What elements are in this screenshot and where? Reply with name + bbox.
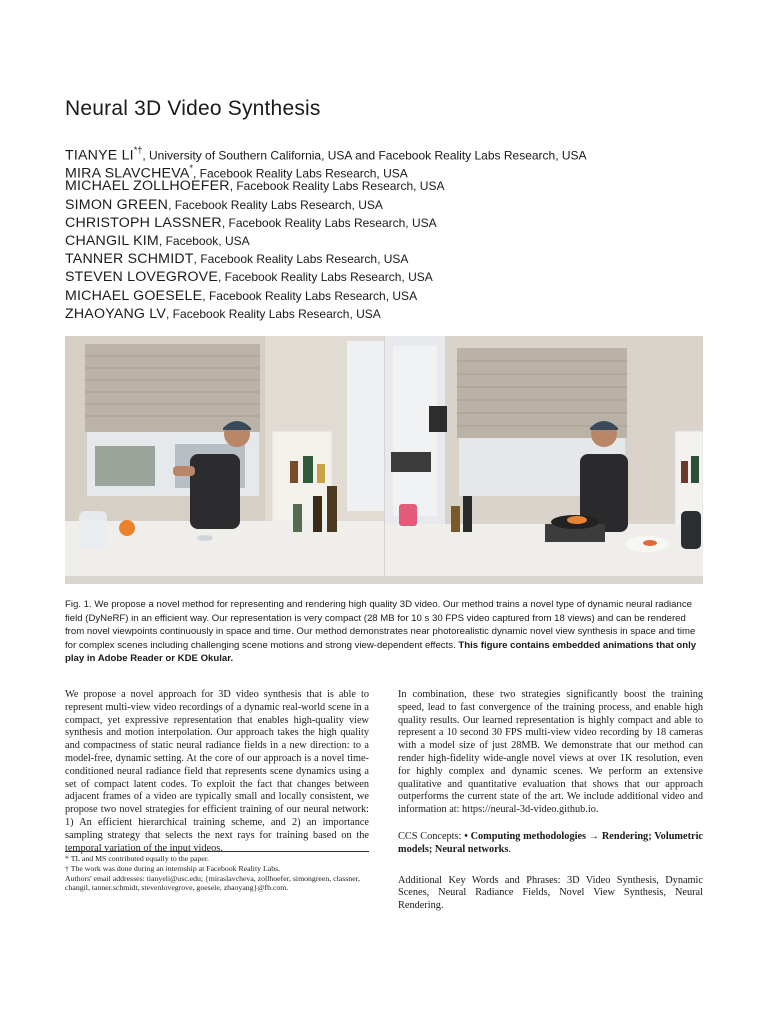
author-name: CHRISTOPH LASSNER — [65, 214, 222, 231]
author-name: TIANYE LI — [65, 147, 134, 164]
author-line — [65, 141, 715, 164]
abstract-paragraph-2: In combination, these two strategies significantly boost the training speed, lead to fast convergence of the training process, and enable high quality results. Our learned representation is highly compact and able to represent a 10 second 30 FPS multi-view video recording by 18 cameras with a model size of just 28MB. We demonstrate that our method can render high-fidelity wide-angle novel views at over 1K resolution, even for highly complex and dynamic scenes. We perform an extensive qualitative and quantitative evaluation that shows that our approach outperforms the current state of the art. We include additional video and information at: https://neural-3d-video.github.io. — [398, 689, 703, 816]
author-line — [65, 159, 715, 182]
author-affiliation: , Facebook Reality Labs Research, USA — [221, 215, 437, 230]
paper-title: Neural 3D Video Synthesis — [65, 97, 321, 120]
teaser-figure — [65, 336, 703, 584]
author-name: MIRA SLAVCHEVA — [65, 165, 190, 182]
abstract-paragraph-1: We propose a novel approach for 3D video synthesis that is able to represent multi-view video recordings of a dynamic real-world scene in a compact, yet expressive representation that enables high-quality view synthesis and motion interpolation. Our approach takes the high quality and compactness of static neural radiance fields in a new direction: to a model-free, dynamic setting. At the core of our approach is a novel time-conditioned neural radiance field that represents scene dynamics using a set of compact latent codes. To exploit the fact that changes between adjacent frames of a video are typically small and locally consistent, we propose two novel strategies for efficient training of our neural network: 1) An efficient hierarchical training scheme, and 2) an importance sampling strategy that selects the next rays for training based on the temporal variation of the input videos. — [65, 689, 369, 854]
footnote-equal-contribution: * TL and MS contributed equally to the paper. — [65, 854, 209, 863]
author-line — [65, 232, 715, 250]
author-mark: *† — [133, 145, 143, 155]
ccs-bullet: • — [464, 830, 471, 842]
abstract-left-column — [65, 689, 369, 865]
ccs-concepts — [398, 831, 703, 857]
window-blind — [85, 344, 260, 432]
abstract-right-column — [398, 689, 703, 923]
author-affiliation: , Facebook Reality Labs Research, USA — [166, 306, 381, 321]
author-name: MICHAEL GOESELE — [65, 287, 203, 304]
microwave — [391, 452, 431, 472]
author-name: MICHAEL ZOLLHOEFER — [65, 178, 230, 195]
author-line — [65, 196, 715, 214]
caption-note: This figure contains embedded animations that only play in Adobe Reader or KDE Okular. — [65, 639, 697, 664]
footnotes — [65, 854, 369, 893]
author-affiliation: , Facebook Reality Labs Research, USA — [193, 166, 408, 181]
figure-panel-left — [65, 336, 384, 584]
author-line — [65, 287, 715, 305]
person — [190, 454, 240, 529]
author-name: CHANGIL KIM — [65, 232, 159, 249]
author-name: STEVEN LOVEGROVE — [65, 269, 218, 286]
figure-panel-right — [385, 336, 703, 584]
author-line — [65, 250, 715, 268]
author-affiliation: , University of Southern California, USA and Facebook Reality Labs Research, USA — [142, 148, 587, 163]
figure-caption — [65, 598, 703, 666]
author-affiliation: , Facebook, USA — [158, 233, 250, 248]
author-list — [65, 141, 715, 323]
ccs-label: CCS Concepts: — [398, 830, 465, 842]
author-line — [65, 177, 715, 195]
footnote-divider — [65, 851, 369, 852]
author-name: ZHAOYANG LV — [65, 305, 167, 322]
footnote-internship: † The work was done during an internship at Facebook Reality Labs. — [65, 863, 281, 873]
ccs-text: Computing methodologies → Rendering; Volumetric models; Neural networks — [398, 830, 704, 855]
author-affiliation: , Facebook Reality Labs Research, USA — [218, 270, 433, 285]
author-affiliation: , Facebook Reality Labs Research, USA — [168, 197, 383, 212]
footnote-emails: Authors' email addresses: tianyeli@usc.edu; {miraslavcheva, zollhoefer, simongreen, classner, changil, tanner.schmidt, stevenlovegrove, goesele, zhaoyang}@fb.com. — [65, 873, 360, 893]
author-affiliation: , Facebook Reality Labs Research, USA — [229, 179, 445, 194]
author-affiliation: , Facebook Reality Labs Research, USA — [193, 252, 409, 267]
author-mark: * — [189, 163, 193, 174]
keywords-label: Additional Key Words and Phrases: — [398, 874, 567, 886]
author-line — [65, 268, 715, 286]
author-line — [65, 214, 715, 232]
caption-text: Fig. 1. We propose a novel method for representing and rendering high quality 3D video. Our method trains a novel type of dynamic neural radiance field (DyNeRF) in an efficient way. Our representation is very compact (28 MB for 10 s 30 FPS video captured from 18 views) and can be rendered from novel viewpoints continuously in space and time. Our method demonstrates near photorealistic dynamic novel view synthesis in space and time for complex scenes including challenging scene motions and strong view-dependent effects. — [65, 599, 696, 651]
author-line — [65, 305, 715, 323]
counter — [385, 524, 703, 584]
author-affiliation: , Facebook Reality Labs Research, USA — [202, 288, 418, 303]
ccs-end: . — [508, 843, 511, 855]
author-name: TANNER SCHMIDT — [65, 251, 194, 268]
keywords — [398, 875, 703, 913]
author-name: SIMON GREEN — [65, 196, 169, 213]
keywords-text: 3D Video Synthesis, Dynamic Scenes, Neural Radiance Fields, Novel View Synthesis, Neural Rendering. — [398, 874, 703, 912]
